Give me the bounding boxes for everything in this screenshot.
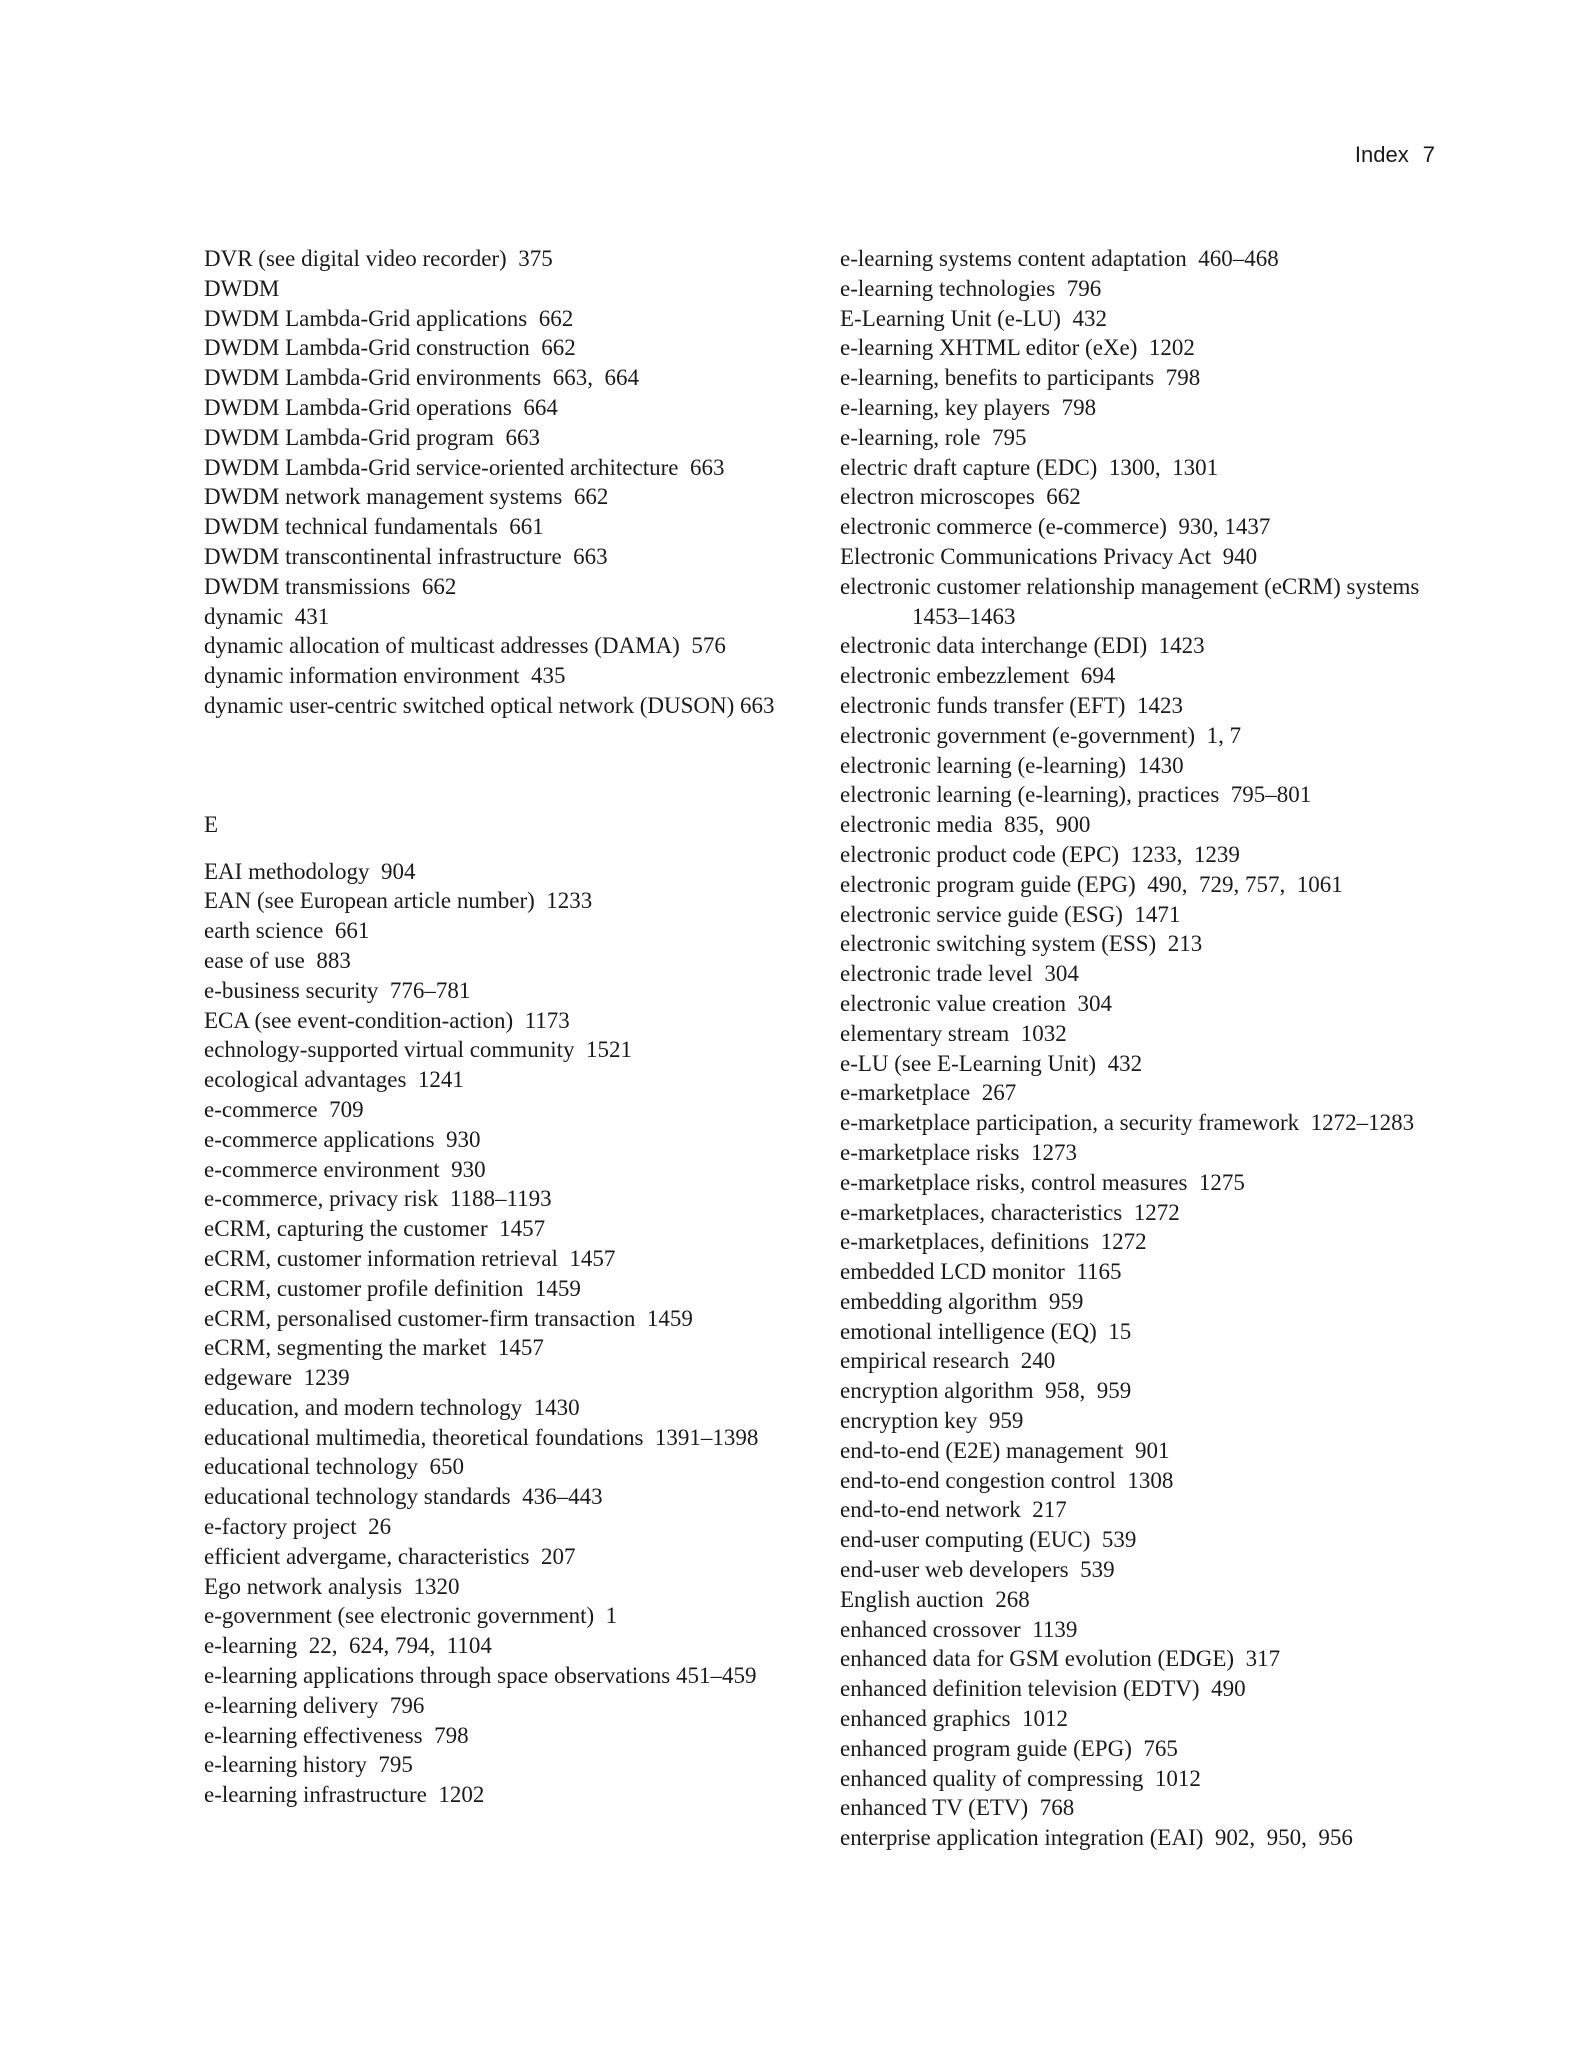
index-entry: dynamic 431: [204, 603, 330, 629]
page-number: 7: [1422, 142, 1435, 167]
index-entry: enhanced data for GSM evolution (EDGE) 317: [840, 1646, 1281, 1672]
index-entry: e-learning applications through space observations 451–459: [204, 1663, 757, 1689]
index-entry: elementary stream 1032: [840, 1020, 1067, 1046]
index-entry: English auction 268: [840, 1586, 1030, 1612]
index-entry: Electronic Communications Privacy Act 940: [840, 543, 1258, 569]
index-entries-e: [204, 857, 804, 1811]
index-entry: eCRM, segmenting the market 1457: [204, 1335, 544, 1361]
index-entry: electronic switching system (ESS) 213: [840, 931, 1203, 957]
index-entry: e-marketplace 267: [840, 1080, 1017, 1106]
index-entry: ease of use 883: [204, 947, 351, 973]
index-entry: embedded LCD monitor 1165: [840, 1259, 1122, 1285]
index-entry: Ego network analysis 1320: [204, 1573, 460, 1599]
index-entry: ECA (see event-condition-action) 1173: [204, 1007, 570, 1033]
index-entry: DWDM Lambda-Grid environments 663, 664: [204, 365, 640, 391]
index-entry: efficient advergame, characteristics 207: [204, 1543, 576, 1569]
index-entry: embedding algorithm 959: [840, 1288, 1084, 1314]
index-entry: DVR (see digital video recorder) 375: [204, 246, 553, 271]
index-entry: educational multimedia, theoretical foundations 1391–1398: [204, 1424, 759, 1450]
index-entry: DWDM: [204, 275, 280, 301]
index-entry: enterprise application integration (EAI) 902, 950, 956: [840, 1825, 1353, 1851]
index-entry: eCRM, customer profile definition 1459: [204, 1275, 581, 1301]
index-entry: enhanced definition television (EDTV) 490: [840, 1676, 1246, 1702]
index-entry: e-commerce applications 930: [204, 1126, 481, 1152]
index-entry: DWDM network management systems 662: [204, 484, 609, 510]
index-entry: electronic service guide (ESG) 1471: [840, 901, 1181, 927]
section-gap: [204, 721, 804, 810]
index-entry: e-factory project 26: [204, 1514, 392, 1540]
index-entry: EAN (see European article number) 1233: [204, 888, 593, 914]
index-entry: electronic value creation 304: [840, 990, 1113, 1016]
index-entry: electronic commerce (e-commerce) 930, 1437: [840, 514, 1271, 540]
index-entry: DWDM technical fundamentals 661: [204, 514, 544, 540]
index-entry: end-user web developers 539: [840, 1557, 1115, 1583]
index-entry: e-marketplace risks 1273: [840, 1139, 1077, 1165]
index-entry: empirical research 240: [840, 1348, 1056, 1374]
index-entry: encryption algorithm 958, 959: [840, 1378, 1132, 1404]
index-entry: end-user computing (EUC) 539: [840, 1527, 1137, 1553]
index-entry: e-learning infrastructure 1202: [204, 1782, 485, 1808]
index-entry: electronic learning (e-learning) 1430: [840, 752, 1184, 778]
index-entry: e-marketplaces, characteristics 1272: [840, 1199, 1180, 1225]
index-entry: e-marketplaces, definitions 1272: [840, 1229, 1147, 1255]
running-head-section: Index: [1354, 142, 1409, 167]
index-entry: enhanced crossover 1139: [840, 1616, 1078, 1642]
index-entry: DWDM Lambda-Grid program 663: [204, 424, 540, 450]
index-entry: e-learning, key players 798: [840, 394, 1097, 420]
index-entry: enhanced quality of compressing 1012: [840, 1765, 1201, 1791]
index-entry: DWDM Lambda-Grid applications 662: [204, 305, 574, 331]
index-entry: electronic learning (e-learning), practices 795–801: [840, 782, 1312, 808]
index-entry: education, and modern technology 1430: [204, 1394, 580, 1420]
index-entry: e-learning history 795: [204, 1752, 413, 1778]
index-entry: electronic funds transfer (EFT) 1423: [840, 692, 1183, 718]
index-entry: e-learning effectiveness 798: [204, 1722, 469, 1748]
index-entry: ecological advantages 1241: [204, 1067, 464, 1093]
index-entry: e-learning, benefits to participants 798: [840, 365, 1201, 391]
index-entries-d: [204, 244, 804, 721]
index-entry: EAI methodology 904: [204, 858, 416, 884]
index-entry: electronic trade level 304: [840, 961, 1079, 987]
index-entry: e-marketplace participation, a security framework 1272–1283: [840, 1110, 1415, 1136]
section-letter: E: [204, 811, 219, 837]
index-entry: dynamic information environment 435: [204, 663, 566, 689]
index-entry: e-learning technologies 796: [840, 275, 1102, 301]
index-entry: electronic customer relationship management (eCRM) systems 1453–1463: [840, 573, 1431, 629]
index-entry: electric draft capture (EDC) 1300, 1301: [840, 454, 1219, 480]
index-entry: edgeware 1239: [204, 1365, 350, 1391]
index-entry: electronic government (e-government) 1, 7: [840, 722, 1242, 748]
index-entry: echnology-supported virtual community 1521: [204, 1037, 632, 1063]
index-entry: electron microscopes 662: [840, 484, 1081, 510]
index-entry: dynamic user-centric switched optical network (DUSON) 663: [204, 692, 775, 718]
index-entry: e-learning XHTML editor (eXe) 1202: [840, 335, 1195, 361]
index-entry: e-learning, role 795: [840, 424, 1027, 450]
index-entries-e-continued: [840, 244, 1440, 1853]
index-entry: enhanced graphics 1012: [840, 1706, 1069, 1732]
index-entry: DWDM Lambda-Grid construction 662: [204, 335, 576, 361]
index-entry: educational technology 650: [204, 1454, 464, 1480]
index-entry: end-to-end congestion control 1308: [840, 1467, 1174, 1493]
index-entry: educational technology standards 436–443: [204, 1484, 603, 1510]
index-column-right: [840, 244, 1440, 1853]
running-head: [1355, 142, 1435, 168]
index-entry: e-learning delivery 796: [204, 1692, 425, 1718]
index-entry: e-learning systems content adaptation 460–468: [840, 246, 1279, 271]
index-entry: DWDM transmissions 662: [204, 573, 457, 599]
section-letter-gap: [204, 840, 804, 857]
index-entry: end-to-end (E2E) management 901: [840, 1437, 1170, 1463]
index-entry: e-marketplace risks, control measures 1275: [840, 1169, 1245, 1195]
index-entry: electronic product code (EPC) 1233, 1239: [840, 841, 1240, 867]
index-entry: electronic data interchange (EDI) 1423: [840, 633, 1205, 659]
index-entry: electronic program guide (EPG) 490, 729, 757, 1061: [840, 871, 1343, 897]
index-entry: e-LU (see E-Learning Unit) 432: [840, 1050, 1143, 1076]
index-entry: eCRM, personalised customer-firm transaction 1459: [204, 1305, 693, 1331]
index-entry: e-commerce 709: [204, 1096, 364, 1122]
index-entry: e-commerce environment 930: [204, 1156, 486, 1182]
index-entry: enhanced TV (ETV) 768: [840, 1795, 1075, 1821]
index-entry: DWDM Lambda-Grid operations 664: [204, 394, 558, 420]
index-entry: end-to-end network 217: [840, 1497, 1067, 1523]
index-entry: DWDM transcontinental infrastructure 663: [204, 543, 608, 569]
index-entry: encryption key 959: [840, 1408, 1024, 1434]
index-entry: enhanced program guide (EPG) 765: [840, 1735, 1178, 1761]
index-entry: e-learning 22, 624, 794, 1104: [204, 1633, 492, 1659]
index-entry: e-commerce, privacy risk 1188–1193: [204, 1186, 552, 1212]
index-entry: dynamic allocation of multicast addresses (DAMA) 576: [204, 633, 726, 659]
index-entry: e-government (see electronic government) 1: [204, 1603, 618, 1629]
index-entry: emotional intelligence (EQ) 15: [840, 1318, 1132, 1344]
index-entry: eCRM, capturing the customer 1457: [204, 1216, 546, 1242]
index-entry: electronic embezzlement 694: [840, 663, 1116, 689]
index-entry: e-business security 776–781: [204, 977, 471, 1003]
index-entry: earth science 661: [204, 918, 370, 944]
index-column-left: [204, 244, 804, 1810]
index-entry: E-Learning Unit (e-LU) 432: [840, 305, 1107, 331]
index-entry: DWDM Lambda-Grid service-oriented architecture 663: [204, 454, 725, 480]
index-entry: electronic media 835, 900: [840, 812, 1091, 838]
index-entry: eCRM, customer information retrieval 1457: [204, 1245, 616, 1271]
